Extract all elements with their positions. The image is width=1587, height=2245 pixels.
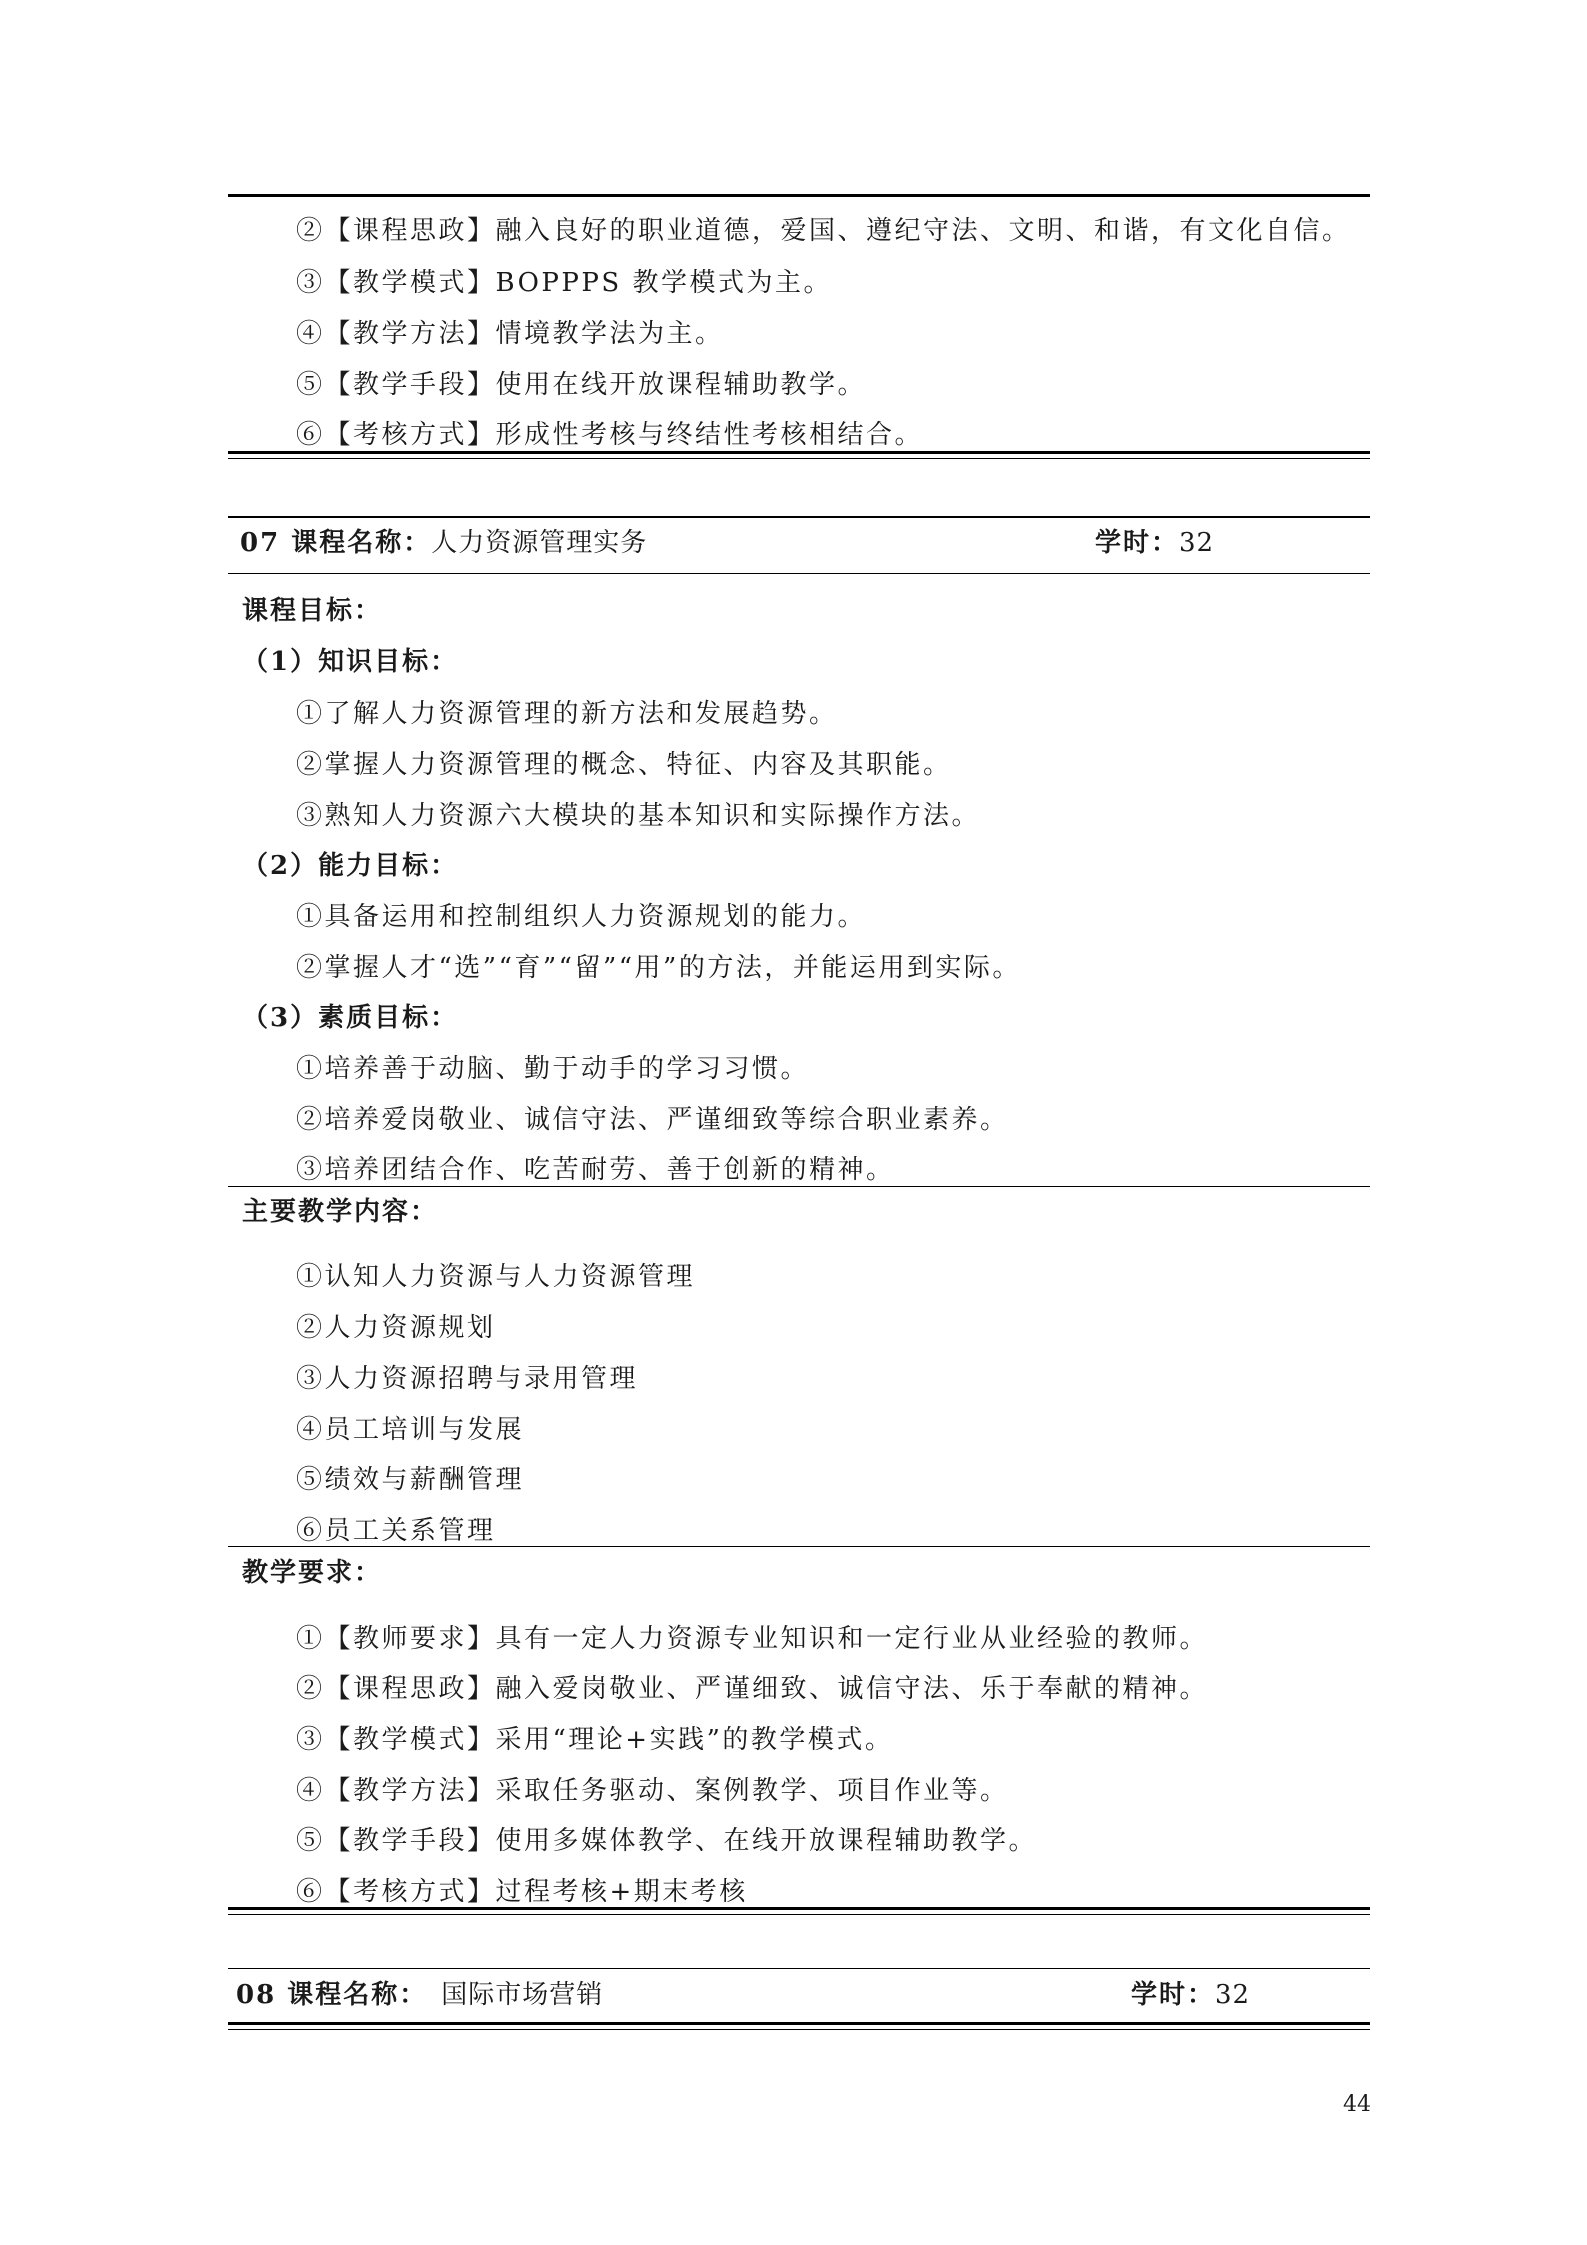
knowledge-item-3: ③熟知人力资源六大模块的基本知识和实际操作方法。 xyxy=(296,801,981,831)
table-top-rule xyxy=(228,194,1370,197)
course07-header-rule xyxy=(228,573,1370,574)
top-item-5: ⑥【考核方式】形成性考核与终结性考核相结合。 xyxy=(296,420,924,450)
quality-item-2: ②培养爱岗敬业、诚信守法、严谨细致等综合职业素养。 xyxy=(296,1105,1009,1135)
quality-item-3: ③培养团结合作、吃苦耐劳、善于创新的精神。 xyxy=(296,1155,895,1185)
table-bottom-rule-thick xyxy=(228,451,1370,454)
requirement-item-6: ⑥【考核方式】过程考核+期末考核 xyxy=(296,1877,748,1907)
ability-item-2: ②掌握人才“选”“育”“留”“用”的方法，并能运用到实际。 xyxy=(296,953,1021,983)
requirements-rule xyxy=(228,1546,1370,1547)
course07-hours-label: 学时： xyxy=(1095,528,1180,558)
content-item-3: ③人力资源招聘与录用管理 xyxy=(296,1364,639,1394)
content-item-6: ⑥员工关系管理 xyxy=(296,1516,496,1546)
course07-top-rule xyxy=(228,516,1370,518)
top-item-3: ④【教学方法】情境教学法为主。 xyxy=(296,319,724,349)
course08-header xyxy=(236,1974,1356,2011)
content-title: 主要教学内容： xyxy=(242,1197,439,1227)
top-item-1: ②【课程思政】融入良好的职业道德，爱国、遵纪守法、文明、和谐，有文化自信。 xyxy=(296,216,1351,246)
knowledge-item-1: ①了解人力资源管理的新方法和发展趋势。 xyxy=(296,699,838,729)
page-number: 44 xyxy=(1343,2092,1371,2117)
course08-label: 08 课程名称： xyxy=(236,1980,428,2010)
content-item-2: ②人力资源规划 xyxy=(296,1313,496,1343)
course07-label: 07 课程名称： xyxy=(240,528,432,558)
content-item-4: ④员工培训与发展 xyxy=(296,1415,525,1445)
ability-title: （2）能力目标： xyxy=(242,851,459,881)
requirements-title: 教学要求： xyxy=(242,1558,383,1588)
quality-item-1: ①培养善于动脑、勤于动手的学习习惯。 xyxy=(296,1054,810,1084)
content-rule xyxy=(228,1186,1370,1187)
course07-bottom-rule-thick xyxy=(228,1907,1370,1910)
requirement-item-4: ④【教学方法】采取任务驱动、案例教学、项目作业等。 xyxy=(296,1776,1009,1806)
ability-item-1: ①具备运用和控制组织人力资源规划的能力。 xyxy=(296,902,867,932)
top-item-4: ⑤【教学手段】使用在线开放课程辅助教学。 xyxy=(296,370,867,400)
course08-name: 国际市场营销 xyxy=(441,1980,604,2010)
course08-hours-label: 学时： xyxy=(1131,1980,1216,2010)
course08-bottom-rule-thin xyxy=(228,2029,1370,2030)
course07-header xyxy=(240,522,1360,559)
course07-name: 人力资源管理实务 xyxy=(431,528,648,558)
goals-title: 课程目标： xyxy=(242,596,383,626)
content-item-1: ①认知人力资源与人力资源管理 xyxy=(296,1262,696,1292)
course08-bottom-rule-thick xyxy=(228,2022,1370,2025)
requirement-item-3: ③【教学模式】采用“理论+实践”的教学模式。 xyxy=(296,1725,894,1755)
course07-hours: 32 xyxy=(1179,528,1215,558)
table-bottom-rule-thin xyxy=(228,458,1370,459)
course08-top-rule xyxy=(228,1968,1370,1969)
knowledge-title: （1）知识目标： xyxy=(242,647,459,677)
requirement-item-5: ⑤【教学手段】使用多媒体教学、在线开放课程辅助教学。 xyxy=(296,1826,1038,1856)
top-item-2: ③【教学模式】BOPPPS 教学模式为主。 xyxy=(296,268,832,298)
requirement-item-1: ①【教师要求】具有一定人力资源专业知识和一定行业从业经验的教师。 xyxy=(296,1624,1209,1654)
knowledge-item-2: ②掌握人力资源管理的概念、特征、内容及其职能。 xyxy=(296,750,952,780)
course08-hours: 32 xyxy=(1215,1980,1251,2010)
content-item-5: ⑤绩效与薪酬管理 xyxy=(296,1465,525,1495)
requirement-item-2: ②【课程思政】融入爱岗敬业、严谨细致、诚信守法、乐于奉献的精神。 xyxy=(296,1674,1209,1704)
course07-bottom-rule-thin xyxy=(228,1914,1370,1915)
quality-title: （3）素质目标： xyxy=(242,1003,459,1033)
